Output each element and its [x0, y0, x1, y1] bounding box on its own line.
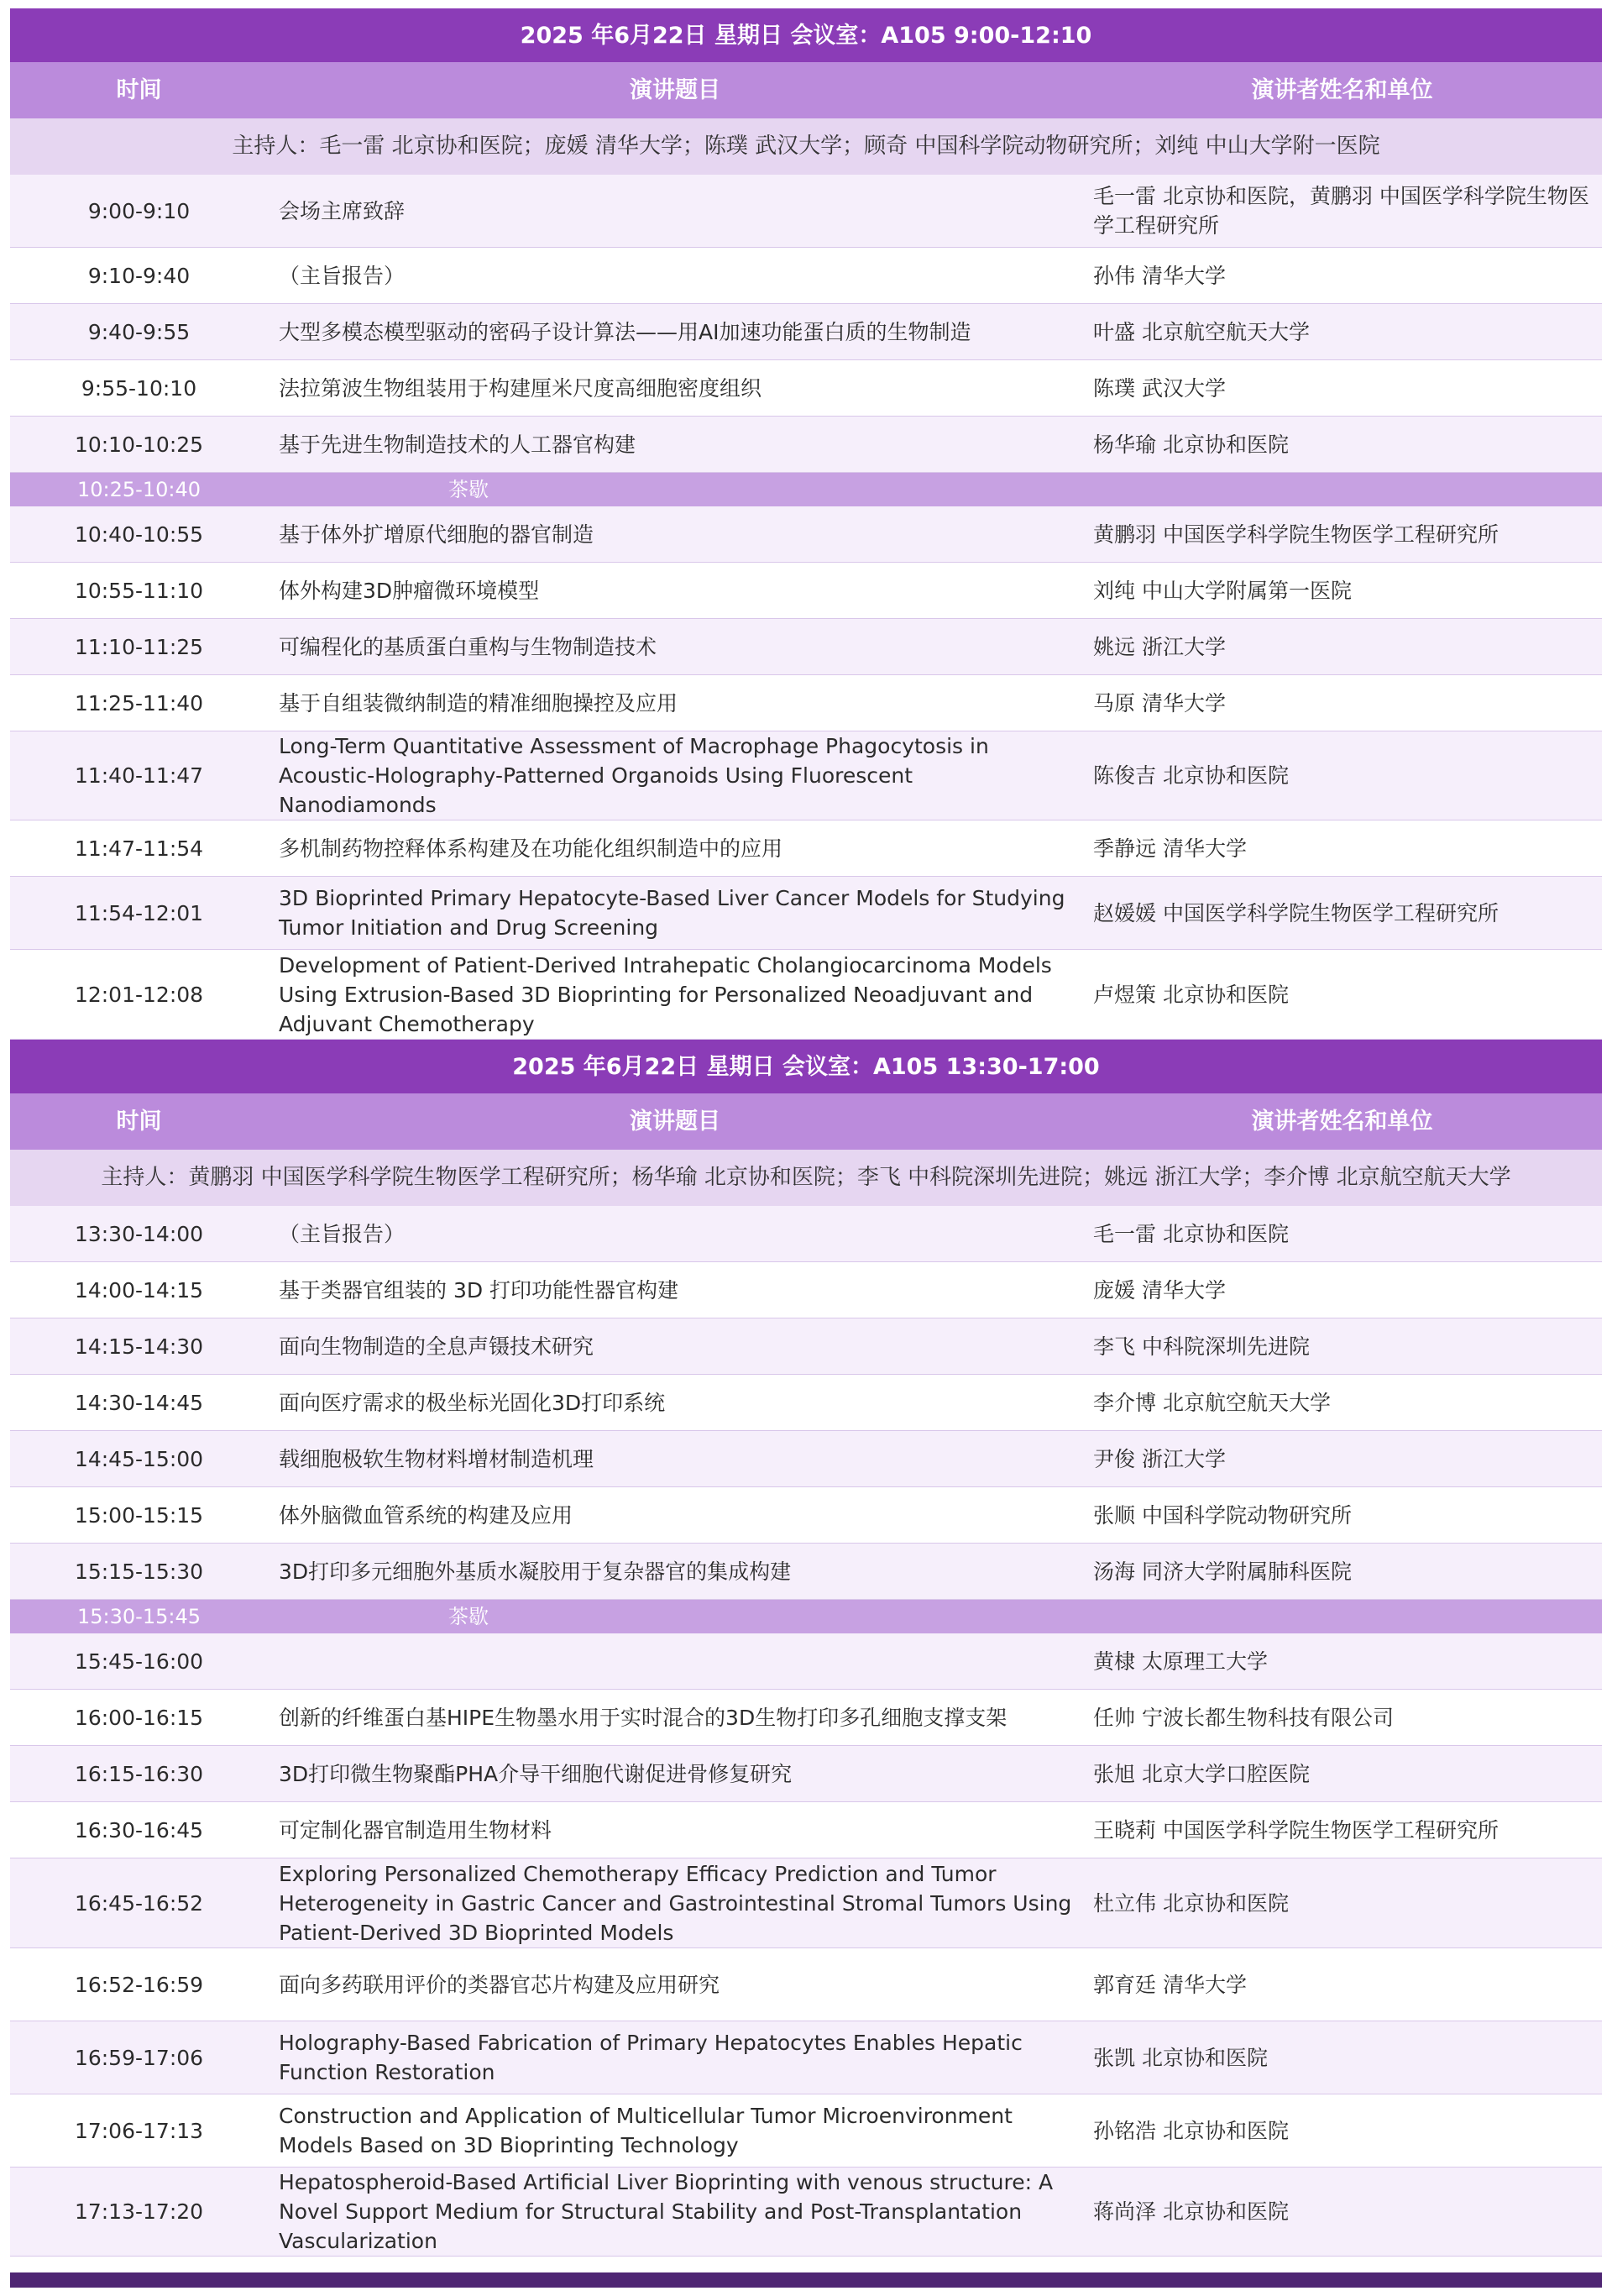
talk-time: 11:47-11:54 [10, 820, 268, 877]
session-title: 2025 年6月22日 星期日 会议室：A105 9:00-12:10 [10, 8, 1602, 62]
talk-speaker: 尹俊 浙江大学 [1082, 1431, 1602, 1487]
schedule-page [10, 8, 1602, 2257]
talk-time: 16:30-16:45 [10, 1802, 268, 1858]
session-title: 2025 年6月22日 星期日 会议室：A105 13:30-17:00 [10, 1040, 1602, 1094]
table-row [10, 2021, 1602, 2094]
talk-topic: Development of Patient-Derived Intrahepatic Cholangiocarcinoma Models Using Extrusion-Based 3D Bioprinting for Personalized Neoadjuvant and Adjuvant Chemotherapy [268, 950, 1082, 1040]
table-row [10, 248, 1602, 304]
talk-topic: Exploring Personalized Chemotherapy Efficacy Prediction and Tumor Heterogeneity in Gastric Cancer and Gastrointestinal Stromal Tumors Using Patient-Derived 3D Bioprinted Models [268, 1858, 1082, 1948]
talk-topic: Long-Term Quantitative Assessment of Macrophage Phagocytosis in Acoustic-Holography-Patterned Organoids Using Fluorescent Nanodiamonds [268, 731, 1082, 820]
talk-topic: （主旨报告） [268, 248, 1082, 304]
talk-topic: 基于先进生物制造技术的人工器官构建 [268, 417, 1082, 473]
talk-topic: 3D Bioprinted Primary Hepatocyte-Based Liver Cancer Models for Studying Tumor Initiation and Drug Screening [268, 877, 1082, 950]
column-header-row [10, 1093, 1602, 1150]
talk-time: 15:15-15:30 [10, 1544, 268, 1600]
bottom-divider-bar [10, 2272, 1602, 2288]
table-row [10, 877, 1602, 950]
talk-topic: 面向生物制造的全息声镊技术研究 [268, 1318, 1082, 1375]
talk-speaker: 马原 清华大学 [1082, 675, 1602, 731]
break-time: 15:30-15:45 [10, 1600, 268, 1634]
table-row [10, 1948, 1602, 2021]
talk-topic: 3D打印多元细胞外基质水凝胶用于复杂器官的集成构建 [268, 1544, 1082, 1600]
talk-time: 16:52-16:59 [10, 1948, 268, 2021]
talk-topic: 法拉第波生物组装用于构建厘米尺度高细胞密度组织 [268, 360, 1082, 417]
talk-speaker: 叶盛 北京航空航天大学 [1082, 304, 1602, 360]
talk-time: 9:10-9:40 [10, 248, 268, 304]
talk-speaker: 毛一雷 北京协和医院，黄鹏羽 中国医学科学院生物医学工程研究所 [1082, 175, 1602, 248]
talk-time: 11:10-11:25 [10, 619, 268, 675]
talk-topic: 多机制药物控释体系构建及在功能化组织制造中的应用 [268, 820, 1082, 877]
talk-speaker: 张凯 北京协和医院 [1082, 2021, 1602, 2094]
session-title-row [10, 8, 1602, 62]
talk-topic: 体外构建3D肿瘤微环境模型 [268, 563, 1082, 619]
talk-time: 15:45-16:00 [10, 1633, 268, 1690]
host-text: 主持人：毛一雷 北京协和医院；庞媛 清华大学；陈璞 武汉大学；顾奇 中国科学院动物研究所；刘纯 中山大学附一医院 [10, 118, 1602, 175]
talk-topic: 3D打印微生物聚酯PHA介导干细胞代谢促进骨修复研究 [268, 1746, 1082, 1802]
talk-time: 10:10-10:25 [10, 417, 268, 473]
table-row [10, 2094, 1602, 2168]
tea-break-row [10, 473, 1602, 507]
table-row [10, 820, 1602, 877]
talk-topic: 会场主席致辞 [268, 175, 1082, 248]
header-speaker: 演讲者姓名和单位 [1082, 1093, 1602, 1150]
talk-topic: 载细胞极软生物材料增材制造机理 [268, 1431, 1082, 1487]
talk-speaker: 孙铭浩 北京协和医院 [1082, 2094, 1602, 2168]
talk-topic: 基于体外扩增原代细胞的器官制造 [268, 506, 1082, 563]
talk-topic: 基于类器官组装的 3D 打印功能性器官构建 [268, 1262, 1082, 1318]
talk-topic: Hepatospheroid-Based Artificial Liver Bioprinting with venous structure: A Novel Support Medium for Structural Stability and Post-Transplantation Vascularization [268, 2168, 1082, 2257]
talk-topic: 可编程化的基质蛋白重构与生物制造技术 [268, 619, 1082, 675]
table-row [10, 1487, 1602, 1544]
talk-time: 16:59-17:06 [10, 2021, 268, 2094]
table-row [10, 506, 1602, 563]
talk-time: 16:00-16:15 [10, 1690, 268, 1746]
talk-speaker: 姚远 浙江大学 [1082, 619, 1602, 675]
table-row [10, 2168, 1602, 2257]
talk-topic: Construction and Application of Multicellular Tumor Microenvironment Models Based on 3D Bioprinting Technology [268, 2094, 1082, 2168]
talk-speaker: 黄棣 太原理工大学 [1082, 1633, 1602, 1690]
talk-topic: （主旨报告） [268, 1206, 1082, 1262]
table-row [10, 675, 1602, 731]
host-row [10, 1150, 1602, 1206]
talk-topic [268, 1633, 1082, 1690]
talk-time: 11:25-11:40 [10, 675, 268, 731]
talk-speaker: 任帅 宁波长都生物科技有限公司 [1082, 1690, 1602, 1746]
talk-speaker: 杨华瑜 北京协和医院 [1082, 417, 1602, 473]
talk-speaker: 李飞 中科院深圳先进院 [1082, 1318, 1602, 1375]
talk-topic: 面向多药联用评价的类器官芯片构建及应用研究 [268, 1948, 1082, 2021]
table-row [10, 563, 1602, 619]
talk-time: 14:15-14:30 [10, 1318, 268, 1375]
talk-time: 9:55-10:10 [10, 360, 268, 417]
table-row [10, 1858, 1602, 1948]
header-topic: 演讲题目 [268, 1093, 1082, 1150]
schedule-table [10, 8, 1602, 2257]
talk-speaker: 杜立伟 北京协和医院 [1082, 1858, 1602, 1948]
talk-speaker: 季静远 清华大学 [1082, 820, 1602, 877]
column-header-row [10, 62, 1602, 118]
table-row [10, 1318, 1602, 1375]
table-row [10, 360, 1602, 417]
table-row [10, 1431, 1602, 1487]
talk-time: 17:06-17:13 [10, 2094, 268, 2168]
tea-break-row [10, 1600, 1602, 1634]
talk-time: 10:40-10:55 [10, 506, 268, 563]
table-row [10, 304, 1602, 360]
talk-topic: 可定制化器官制造用生物材料 [268, 1802, 1082, 1858]
table-row [10, 1206, 1602, 1262]
talk-time: 12:01-12:08 [10, 950, 268, 1040]
talk-time: 9:00-9:10 [10, 175, 268, 248]
talk-topic: 面向医疗需求的极坐标光固化3D打印系统 [268, 1375, 1082, 1431]
talk-time: 16:15-16:30 [10, 1746, 268, 1802]
talk-speaker: 汤海 同济大学附属肺科医院 [1082, 1544, 1602, 1600]
talk-time: 14:00-14:15 [10, 1262, 268, 1318]
talk-speaker: 刘纯 中山大学附属第一医院 [1082, 563, 1602, 619]
talk-time: 16:45-16:52 [10, 1858, 268, 1948]
talk-speaker: 蒋尚泽 北京协和医院 [1082, 2168, 1602, 2257]
talk-speaker: 卢煜策 北京协和医院 [1082, 950, 1602, 1040]
table-row [10, 1633, 1602, 1690]
talk-speaker: 赵媛媛 中国医学科学院生物医学工程研究所 [1082, 877, 1602, 950]
talk-speaker: 王晓莉 中国医学科学院生物医学工程研究所 [1082, 1802, 1602, 1858]
break-label: 茶歇 [268, 473, 1602, 507]
talk-topic: 基于自组装微纳制造的精准细胞操控及应用 [268, 675, 1082, 731]
table-row [10, 1375, 1602, 1431]
break-label: 茶歇 [268, 1600, 1602, 1634]
table-row [10, 1544, 1602, 1600]
host-text: 主持人：黄鹏羽 中国医学科学院生物医学工程研究所；杨华瑜 北京协和医院；李飞 中科院深圳先进院；姚远 浙江大学；李介博 北京航空航天大学 [10, 1150, 1602, 1206]
talk-speaker: 毛一雷 北京协和医院 [1082, 1206, 1602, 1262]
talk-speaker: 李介博 北京航空航天大学 [1082, 1375, 1602, 1431]
talk-time: 15:00-15:15 [10, 1487, 268, 1544]
talk-speaker: 张顺 中国科学院动物研究所 [1082, 1487, 1602, 1544]
talk-time: 17:13-17:20 [10, 2168, 268, 2257]
talk-time: 10:55-11:10 [10, 563, 268, 619]
table-row [10, 1262, 1602, 1318]
talk-speaker: 张旭 北京大学口腔医院 [1082, 1746, 1602, 1802]
talk-topic: Holography-Based Fabrication of Primary Hepatocytes Enables Hepatic Function Restoration [268, 2021, 1082, 2094]
talk-time: 11:54-12:01 [10, 877, 268, 950]
table-row [10, 1802, 1602, 1858]
table-row [10, 950, 1602, 1040]
talk-topic: 创新的纤维蛋白基HIPE生物墨水用于实时混合的3D生物打印多孔细胞支撑支架 [268, 1690, 1082, 1746]
break-time: 10:25-10:40 [10, 473, 268, 507]
host-row [10, 118, 1602, 175]
talk-time: 14:30-14:45 [10, 1375, 268, 1431]
talk-time: 14:45-15:00 [10, 1431, 268, 1487]
talk-speaker: 庞媛 清华大学 [1082, 1262, 1602, 1318]
talk-time: 9:40-9:55 [10, 304, 268, 360]
header-time: 时间 [10, 62, 268, 118]
talk-speaker: 黄鹏羽 中国医学科学院生物医学工程研究所 [1082, 506, 1602, 563]
table-row [10, 417, 1602, 473]
talk-speaker: 郭育廷 清华大学 [1082, 1948, 1602, 2021]
table-row [10, 619, 1602, 675]
table-row [10, 175, 1602, 248]
header-topic: 演讲题目 [268, 62, 1082, 118]
table-row [10, 731, 1602, 820]
session-title-row [10, 1040, 1602, 1094]
talk-speaker: 陈璞 武汉大学 [1082, 360, 1602, 417]
talk-topic: 体外脑微血管系统的构建及应用 [268, 1487, 1082, 1544]
talk-speaker: 陈俊吉 北京协和医院 [1082, 731, 1602, 820]
talk-time: 11:40-11:47 [10, 731, 268, 820]
table-row [10, 1690, 1602, 1746]
table-row [10, 1746, 1602, 1802]
talk-topic: 大型多模态模型驱动的密码子设计算法——用AI加速功能蛋白质的生物制造 [268, 304, 1082, 360]
talk-speaker: 孙伟 清华大学 [1082, 248, 1602, 304]
header-speaker: 演讲者姓名和单位 [1082, 62, 1602, 118]
talk-time: 13:30-14:00 [10, 1206, 268, 1262]
header-time: 时间 [10, 1093, 268, 1150]
